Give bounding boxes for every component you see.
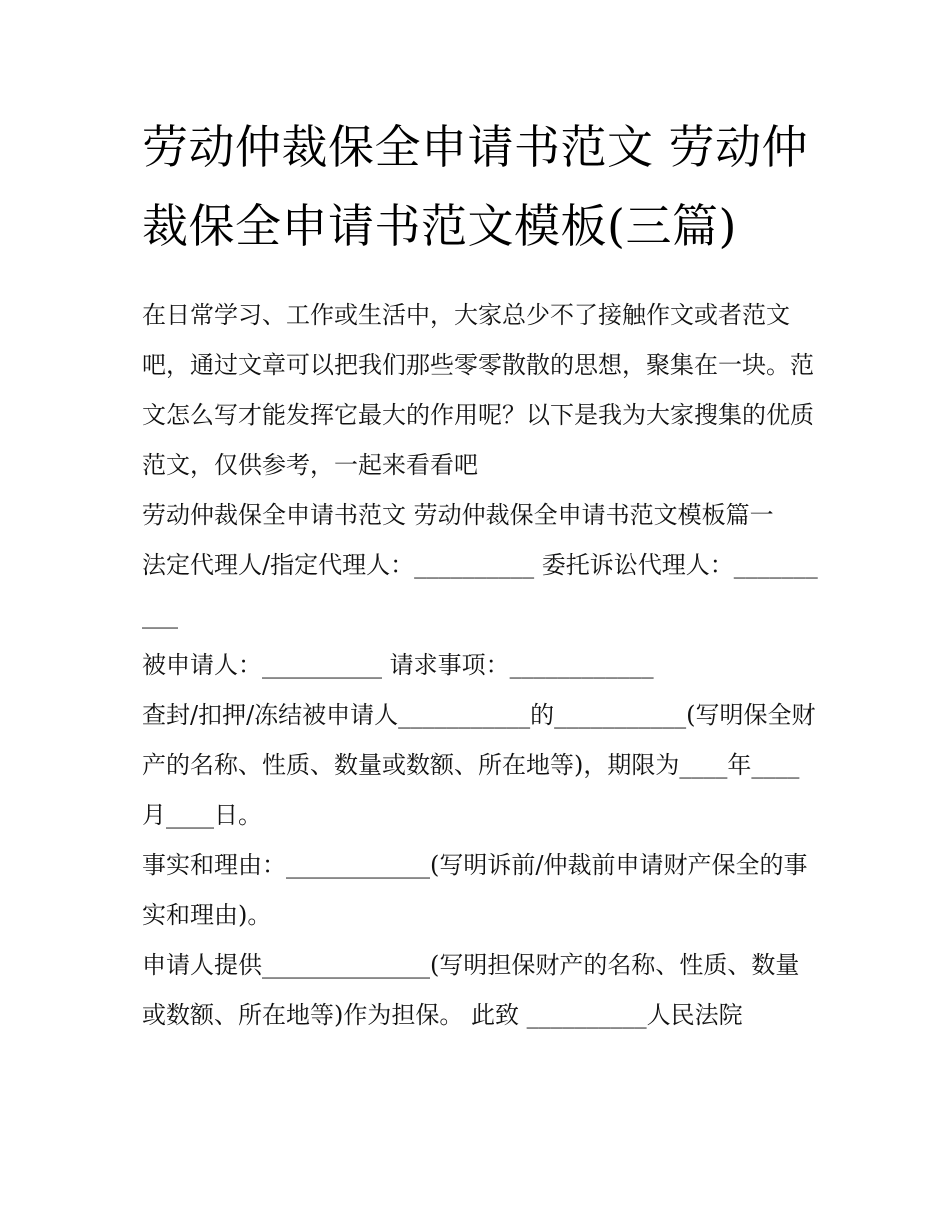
section-heading: 劳动仲裁保全申请书范文 劳动仲裁保全申请书范文模板篇一 [142, 501, 774, 529]
agent-line: 法定代理人/指定代理人：__________ 委托诉讼代理人：__________ [142, 551, 818, 629]
respondent-line: 被申请人：__________ 请求事项：____________ [142, 651, 654, 679]
guarantee-paragraph: 申请人提供______________(写明担保财产的名称、性质、数量或数额、所在地等)作为担保。 此致 __________人民法院 [142, 951, 800, 1029]
document-title: 劳动仲裁保全申请书范文 劳动仲裁保全申请书范文模板(三篇) [142, 120, 809, 253]
facts-paragraph: 事实和理由：____________(写明诉前/仲裁前申请财产保全的事实和理由)。 [142, 851, 808, 929]
document-body [142, 290, 822, 1040]
document-page [142, 108, 822, 1040]
seizure-paragraph: 查封/扣押/冻结被申请人___________的___________(写明保全财产的名称、性质、数量或数额、所在地等)，期限为____年____月____日。 [142, 701, 816, 829]
intro-paragraph: 在日常学习、工作或生活中，大家总少不了接触作文或者范文吧，通过文章可以把我们那些零零散散的思想，聚集在一块。范文怎么写才能发挥它最大的作用呢？以下是我为大家搜集的优质范文，仅供参考，一起来看看吧 [142, 301, 814, 479]
